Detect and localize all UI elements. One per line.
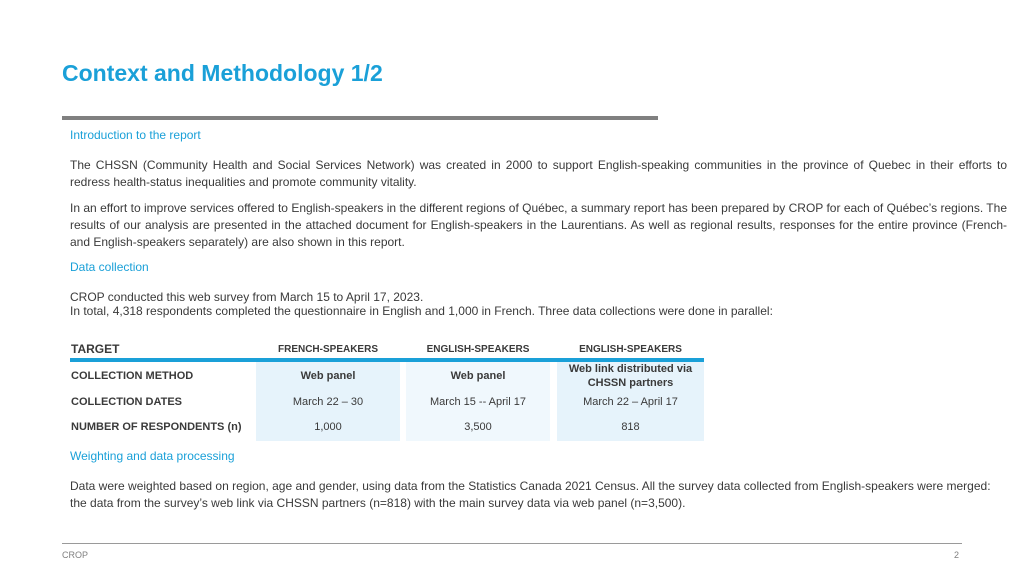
footer-rule (62, 543, 962, 544)
cell-respondents-english-link: 818 (621, 421, 640, 433)
table-target-label: TARGET (71, 342, 120, 356)
cell-dates-english-link: March 22 – April 17 (583, 396, 678, 408)
data-collection-line-2: In total, 4,318 respondents completed the questionnaire in English and 1,000 in French. Three data collections were done in parallel: (70, 304, 773, 318)
intro-paragraph-2: In an effort to improve services offered to English-speakers in the different regions of Québec, a summary report has been prepared by CROP for each of Québec’s regions. The results of our analysis are presented in the attached document for English-speakers in the Laurentians. As well as regional results, responses for the entire province (French- and English-speakers separately) are also shown in this report. (70, 201, 1007, 249)
slide-title: Context and Methodology 1/2 (62, 60, 383, 86)
intro-paragraph-1: The CHSSN (Community Health and Social Services Network) was created in 2000 to support English-speaking communities in the province of Quebec in their efforts to redress health-status inequalities and promote community vitality. (70, 158, 1007, 189)
weighting-paragraph: Data were weighted based on region, age and gender, using data from the Statistics Canada 2021 Census. All the survey data collected from English-speakers were merged: the data from the survey’s web link via CHSSN partners (n=818) with the main survey data via web panel (n=3,500). (70, 479, 991, 510)
data-collection-line-1: CROP conducted this web survey from March 15 to April 17, 2023. (70, 290, 424, 304)
title-underline (62, 116, 658, 120)
footer-source: CROP (62, 550, 89, 560)
intro-heading: Introduction to the report (70, 128, 201, 142)
row-label-collection-method: COLLECTION METHOD (71, 370, 194, 382)
column-header-english-speakers-link: ENGLISH-SPEAKERS (579, 344, 682, 355)
column-header-english-speakers-panel: ENGLISH-SPEAKERS (426, 344, 530, 355)
page-number: 2 (954, 550, 960, 560)
cell-respondents-english-panel: 3,500 (464, 421, 492, 433)
data-collection-table (70, 338, 704, 441)
weighting-heading: Weighting and data processing (70, 449, 235, 463)
row-label-number-of-respondents: NUMBER OF RESPONDENTS (n) (71, 421, 242, 433)
cell-dates-french: March 22 – 30 (292, 396, 364, 408)
cell-method-french: Web panel (300, 370, 356, 382)
cell-method-english-panel: Web panel (450, 370, 506, 382)
cell-dates-english-panel: March 15 -- April 17 (430, 396, 526, 408)
data-collection-heading: Data collection (70, 260, 149, 274)
row-label-collection-dates: COLLECTION DATES (71, 396, 183, 408)
cell-method-english-link: Web link distributed via CHSSN partners (568, 363, 693, 389)
column-header-french-speakers: FRENCH-SPEAKERS (277, 344, 378, 355)
cell-respondents-french: 1,000 (314, 421, 342, 433)
